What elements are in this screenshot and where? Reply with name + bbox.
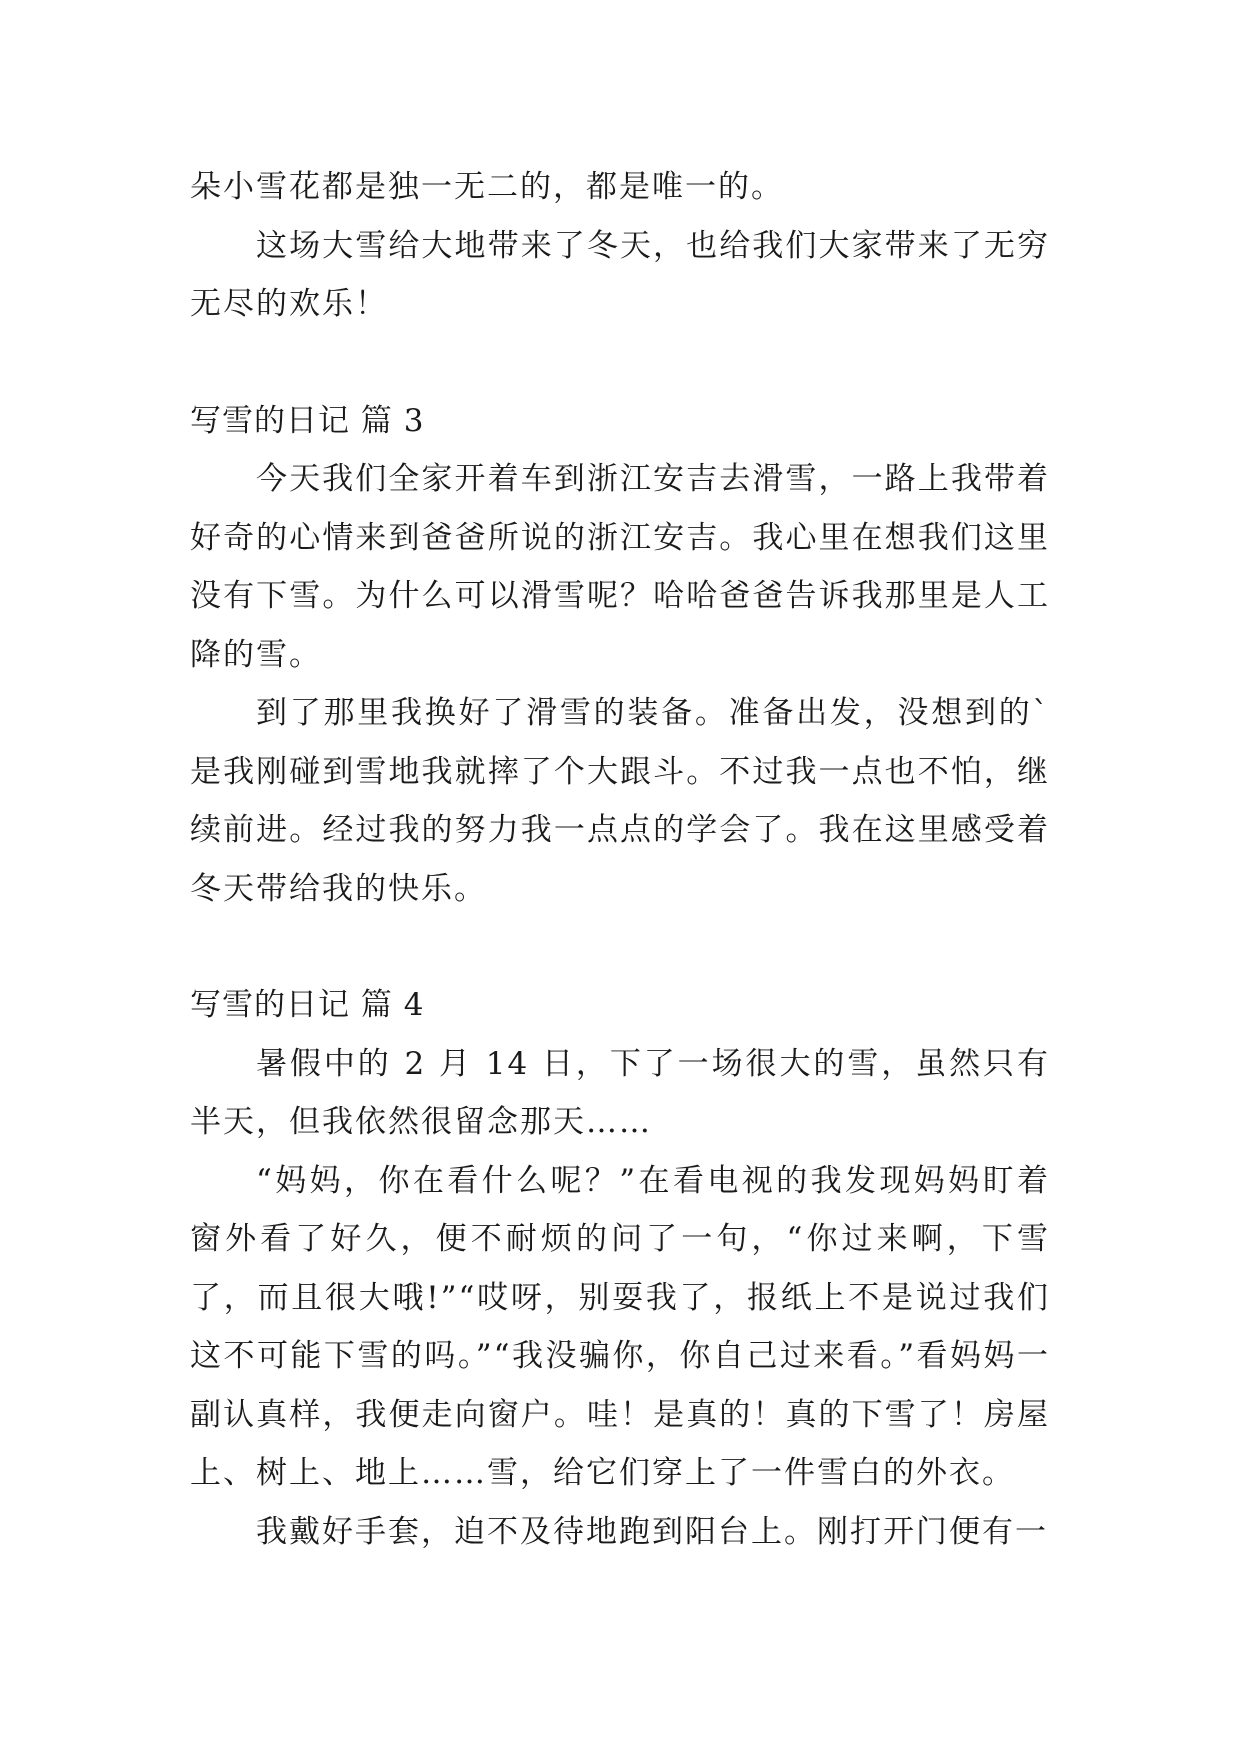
paragraph: 我戴好手套，迫不及待地跑到阳台上。刚打开门便有一	[256, 1513, 1048, 1550]
document-body	[190, 158, 1050, 1561]
paragraph: 这场大雪给大地带来了冬天，也给我们大家带来了无穷无尽的欢乐！	[190, 227, 1050, 322]
paragraph: 暑假中的 2 月 14 日，下了一场很大的雪，虽然只有半天，但我依然很留念那天……	[190, 1045, 1050, 1140]
paragraph: 今天我们全家开着车到浙江安吉去滑雪，一路上我带着好奇的心情来到爸爸所说的浙江安吉。我心里在想我们这里没有下雪。为什么可以滑雪呢？哈哈爸爸告诉我那里是人工降的雪。	[190, 461, 1050, 673]
paragraph: 朵小雪花都是独一无二的，都是唯一的。	[190, 169, 784, 205]
section-heading: 写雪的日记 篇 3	[190, 402, 425, 439]
paragraph: 到了那里我换好了滑雪的装备。准备出发，没想到的`是我刚碰到雪地我就摔了个大跟斗。不过我一点也不怕，继续前进。经过我的努力我一点点的学会了。我在这里感受着冬天带给我的快乐。	[190, 695, 1050, 907]
section-heading: 写雪的日记 篇 4	[190, 987, 425, 1023]
paragraph: “妈妈，你在看什么呢？”在看电视的我发现妈妈盯着窗外看了好久，便不耐烦的问了一句，“你过来啊，下雪了，而且很大哦!”“哎呀，别耍我了，报纸上不是说过我们这不可能下雪的吗。”“我没骗你，你自己过来看。”看妈妈一副认真样，我便走向窗户。哇！是真的！真的下雪了！房屋上、树上、地上……雪，给它们穿上了一件雪白的外衣。	[190, 1162, 1050, 1491]
